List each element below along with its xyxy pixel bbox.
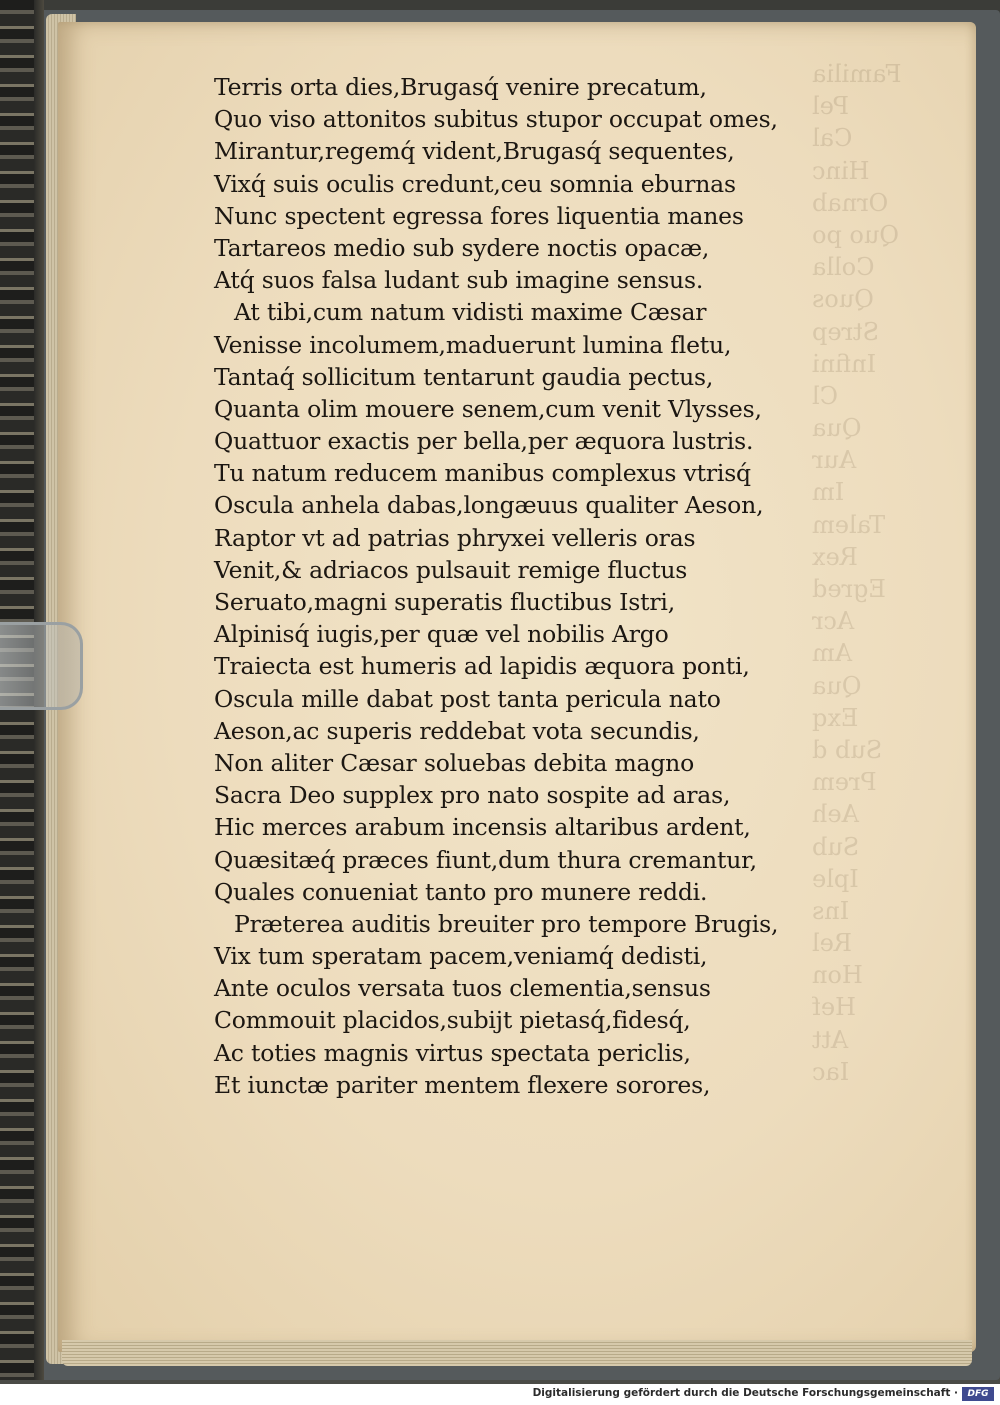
verse-line: Et iunctæ pariter mentem flexere sorores, [214, 1070, 711, 1099]
verse-line: Præterea auditis breuiter pro tempore Brugis, [234, 909, 779, 938]
footer-bar [0, 1384, 1000, 1405]
verse-line: Nunc spectent egressa fores liquentia manes [214, 201, 744, 230]
bleed-through-line: Ornab [812, 188, 889, 217]
bleed-through-line: Colla [812, 253, 875, 282]
verse-line: Aeson,ac superis reddebat vota secundis, [214, 716, 700, 745]
verse-line: Quanta olim mouere senem,cum venit Vlysses, [214, 394, 762, 423]
bleed-through-line: Sub [812, 832, 860, 861]
verse-line: Sacra Deo supplex pro nato sospite ad aras, [214, 781, 731, 810]
verse-line: Terris orta dies,Brugasq́ venire precatum, [214, 73, 707, 101]
bleed-through-line: Cl [812, 381, 839, 410]
page-stack-bottom [62, 1340, 972, 1366]
verse-line: Quæsitæq́ præces fiunt,dum thura cremantur, [214, 845, 757, 874]
verse-line: Oscula anhela dabas,longæuus qualiter Aeson, [214, 491, 764, 520]
bleed-through-line: Familia [812, 60, 902, 88]
verse-line: Atq́ suos falsa ludant sub imagine sensus. [214, 266, 704, 295]
verse-line: Commouit placidos,subijt pietasq́,fidesq́, [214, 1006, 691, 1035]
verse-line: Hic merces arabum incensis altaribus ardent, [214, 813, 751, 842]
dfg-logo-icon: DFG [962, 1387, 994, 1401]
verse-line: Ante oculos versata tuos clementia,sensus [214, 974, 711, 1003]
bleed-through-line: Exq [812, 703, 859, 732]
verse-line: Quattuor exactis per bella,per æquora lustris. [214, 427, 754, 456]
bleed-through-line: Hon [812, 961, 863, 990]
verse-line: Quo viso attonitos subitus stupor occupat omes, [214, 105, 778, 134]
bleed-through-line: Att [812, 1025, 849, 1054]
verse-line: Seruato,magni superatis fluctibus Istri, [214, 588, 675, 616]
verse-line: Raptor vt ad patrias phryxei velleris oras [214, 523, 696, 552]
bleed-through-line: Im [812, 478, 845, 507]
verse-line: Tantaq́ sollicitum tentarunt gaudia pectus, [214, 362, 714, 391]
bleed-through-line: Am [812, 639, 853, 668]
bleed-through-line: Quo po [812, 220, 900, 249]
verse-text-block [214, 71, 814, 1101]
bleed-through-line: Hef [812, 993, 857, 1022]
verse-line: Quales conueniat tanto pro munere reddi. [214, 877, 708, 906]
bleed-through-line: Iac [812, 1057, 850, 1086]
bleed-through-line: Hinc [812, 156, 870, 185]
bleed-through-line: Rex [812, 542, 858, 571]
verse-line: Venisse incolumem,maduerunt lumina fletu, [214, 330, 732, 359]
verse-line: Tartareos medio sub sydere noctis opacæ, [214, 233, 710, 262]
verse-line: Non aliter Cæsar soluebas debita magno [214, 748, 695, 777]
bleed-through-line: Aur [812, 446, 857, 475]
verse-line: Ac toties magnis virtus spectata periclis, [214, 1038, 691, 1067]
bleed-through-line: Aeh [812, 800, 859, 829]
bleed-through-line: Ins [812, 896, 850, 925]
bleed-through-line: Rel [812, 929, 852, 958]
bleed-through-line: Pel [812, 92, 849, 121]
bleed-through-line: Qua [812, 671, 862, 700]
verse-line: Traiecta est humeris ad lapidis æquora ponti, [214, 652, 750, 681]
verse-line: Oscula mille dabat post tanta pericula nato [214, 684, 721, 713]
bleed-through-line: Prem [812, 768, 877, 797]
verse-line: Vix tum speratam pacem,veniamq́ dedisti, [214, 942, 708, 971]
bleed-through-line: Qua [812, 414, 862, 443]
verse-line: Mirantur,regemq́ vident,Brugasq́ sequentes, [214, 137, 735, 166]
bleed-through-line: Quos [812, 285, 874, 314]
verse-line: Vixq́ suis oculis credunt,ceu somnia eburnas [214, 169, 736, 198]
verse-line: Tu natum reducem manibus complexus vtrisq́ [214, 459, 751, 488]
bleed-through-line: Acr [812, 607, 855, 636]
bleed-through-text [812, 60, 982, 1140]
bleed-through-line: Sub d [812, 735, 883, 764]
verse-line: Venit,& adriacos pulsauit remige fluctus [214, 555, 688, 584]
bleed-through-line: Strep [812, 317, 880, 346]
bleed-through-line: Egred [812, 575, 886, 603]
bleed-through-line: Infini [812, 349, 877, 378]
page-clip [0, 622, 83, 710]
footer-credit: Digitalisierung gefördert durch die Deutsche Forschungsgemeinschaft · [532, 1387, 958, 1399]
verse-line: Alpinisq́ iugis,per quæ vel nobilis Argo [214, 620, 669, 649]
verse-line: At tibi,cum natum vidisti maxime Cæsar [234, 298, 707, 327]
bleed-through-line: Cal [812, 124, 853, 153]
bleed-through-line: Talem [812, 510, 886, 539]
bleed-through-line: Iple [812, 864, 859, 893]
